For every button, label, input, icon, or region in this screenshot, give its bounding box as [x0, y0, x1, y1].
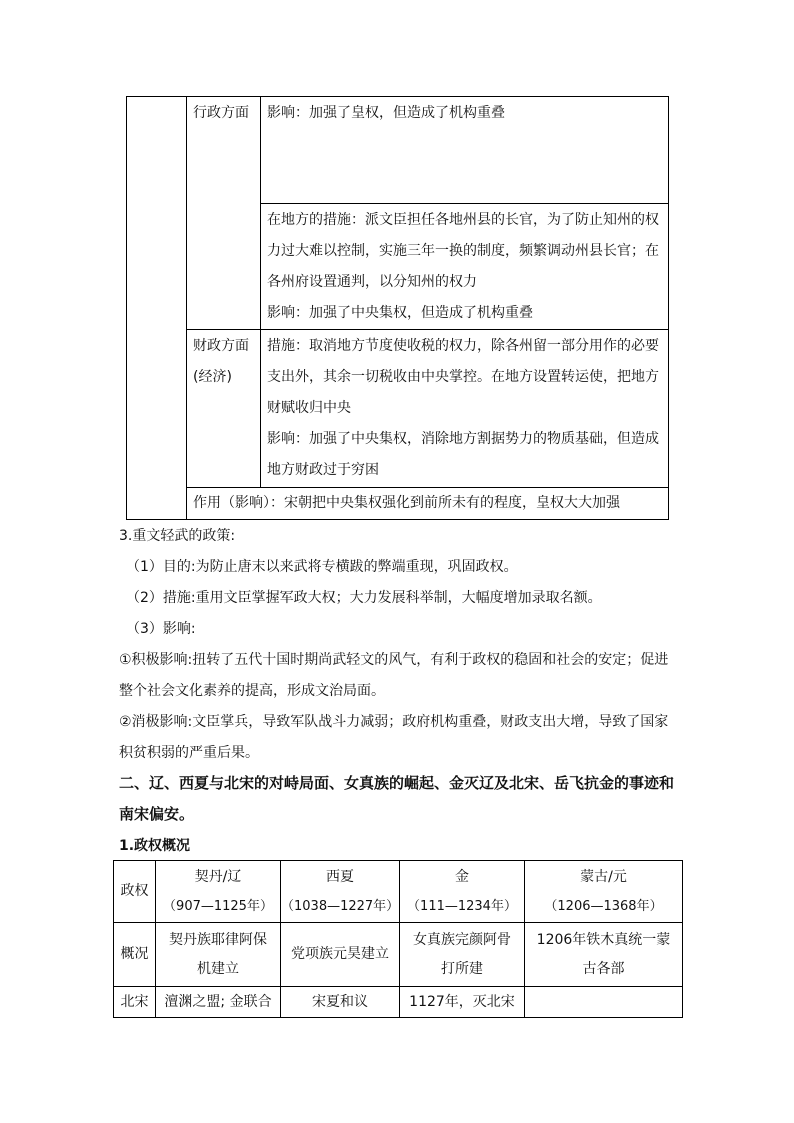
role-cell	[187, 488, 669, 520]
north-song-liao: 澶渊之盟; 金联合	[156, 987, 281, 1018]
finance-effect: 影响：加强了中央集权，消除地方割据势力的物质基础，但造成地方财政过于穷困	[267, 431, 659, 478]
regime-xixia-years: （1038—1227年）	[281, 898, 400, 914]
regime-yuan	[525, 861, 683, 923]
section3-title: 3.重文轻武的政策:	[119, 528, 236, 544]
regime-jin-name: 金	[455, 868, 469, 885]
north-song-xixia: 宋夏和议	[281, 987, 400, 1018]
admin-central-effect-cell	[261, 97, 669, 204]
regime-table	[113, 860, 683, 1018]
regime-xixia-name: 西夏	[326, 868, 354, 885]
role-text: 作用（影响）：宋朝把中央集权强化到前所未有的程度，皇权大大加强	[193, 495, 620, 511]
row-label-north-song: 北宋	[114, 987, 156, 1018]
section3-purpose: （1）目的:为防止唐末以来武将专横跋的弊端重现，巩固政权。	[126, 559, 518, 575]
admin-label-cell	[187, 97, 261, 330]
admin-local-measure: 在地方的措施：派文臣担任各地州县的长官，为了防止知州的权力过大难以控制，实施三年一换的制度，频繁调动州县长官；在各州府设置通判，以分知州的权力	[267, 212, 659, 290]
admin-local-cell	[261, 204, 669, 330]
regime-liao-name: 契丹/辽	[194, 868, 242, 885]
finance-sublabel: (经济)	[193, 369, 232, 385]
admin-local-effect: 影响：加强了中央集权，但造成了机构重叠	[267, 305, 533, 321]
admin-central-effect: 影响：加强了皇权，但造成了机构重叠	[267, 105, 505, 121]
table-row	[114, 987, 683, 1018]
finance-label-cell	[187, 330, 261, 488]
finance-label: 财政方面	[193, 338, 249, 354]
section3-negative-line1: ②消极影响:文臣掌兵，导致军队战斗力减弱；政府机构重叠，财政支出大增，导致了国家	[119, 714, 669, 730]
overview-liao: 契丹族耶律阿保机建立	[156, 923, 281, 987]
table-row	[114, 861, 683, 923]
overview-xixia: 党项族元昊建立	[281, 923, 400, 987]
regime-jin-years: （111—1234年）	[407, 898, 517, 914]
section-two-heading: 二、辽、西夏与北宋的对峙局面、女真族的崛起、金灭辽及北宋、岳飞抗金的事迹和南宋偏安。	[119, 774, 675, 823]
table-row	[114, 923, 683, 987]
north-song-jin: 1127年，灭北宋	[400, 987, 525, 1018]
section3-measure: （2）措施:重用文臣掌握军政大权；大力发展科举制，大幅度增加录取名额。	[126, 590, 602, 606]
regime-liao-years: （907—1125年）	[163, 898, 273, 914]
table-row	[127, 488, 669, 520]
finance-measure: 措施：取消地方节度使收税的权力，除各州留一部分用作的必要支出外，其余一切税收由中央掌控。在地方设置转运使，把地方财赋收归中央	[267, 338, 659, 416]
regime-yuan-name: 蒙古/元	[580, 868, 627, 885]
overview-jin: 女真族完颜阿骨打所建	[400, 923, 525, 987]
admin-label: 行政方面	[193, 105, 249, 121]
section3-positive-line2: 整个社会文化素养的提高，形成文治局面。	[119, 683, 385, 699]
table-row	[127, 97, 669, 204]
row-label-regime: 政权	[114, 861, 156, 923]
section3-positive-line1: ①积极影响:扭转了五代十国时期尚武轻文的风气，有利于政权的稳固和社会的安定；促进	[119, 652, 669, 668]
finance-content-cell	[261, 330, 669, 488]
regime-yuan-years: （1206—1368年）	[544, 898, 663, 914]
row-label-overview: 概况	[114, 923, 156, 987]
regime-liao	[156, 861, 281, 923]
section-two-subheading: 1.政权概况	[119, 838, 191, 854]
regime-xixia	[281, 861, 400, 923]
north-song-yuan	[525, 987, 683, 1018]
section3-effect-title: （3）影响:	[126, 621, 196, 637]
table-row	[127, 330, 669, 488]
table-cell-blank	[127, 97, 187, 520]
reform-table	[126, 96, 669, 520]
section3-negative-line2: 积贫积弱的严重后果。	[119, 745, 259, 761]
overview-yuan: 1206年铁木真统一蒙古各部	[525, 923, 683, 987]
regime-jin	[400, 861, 525, 923]
